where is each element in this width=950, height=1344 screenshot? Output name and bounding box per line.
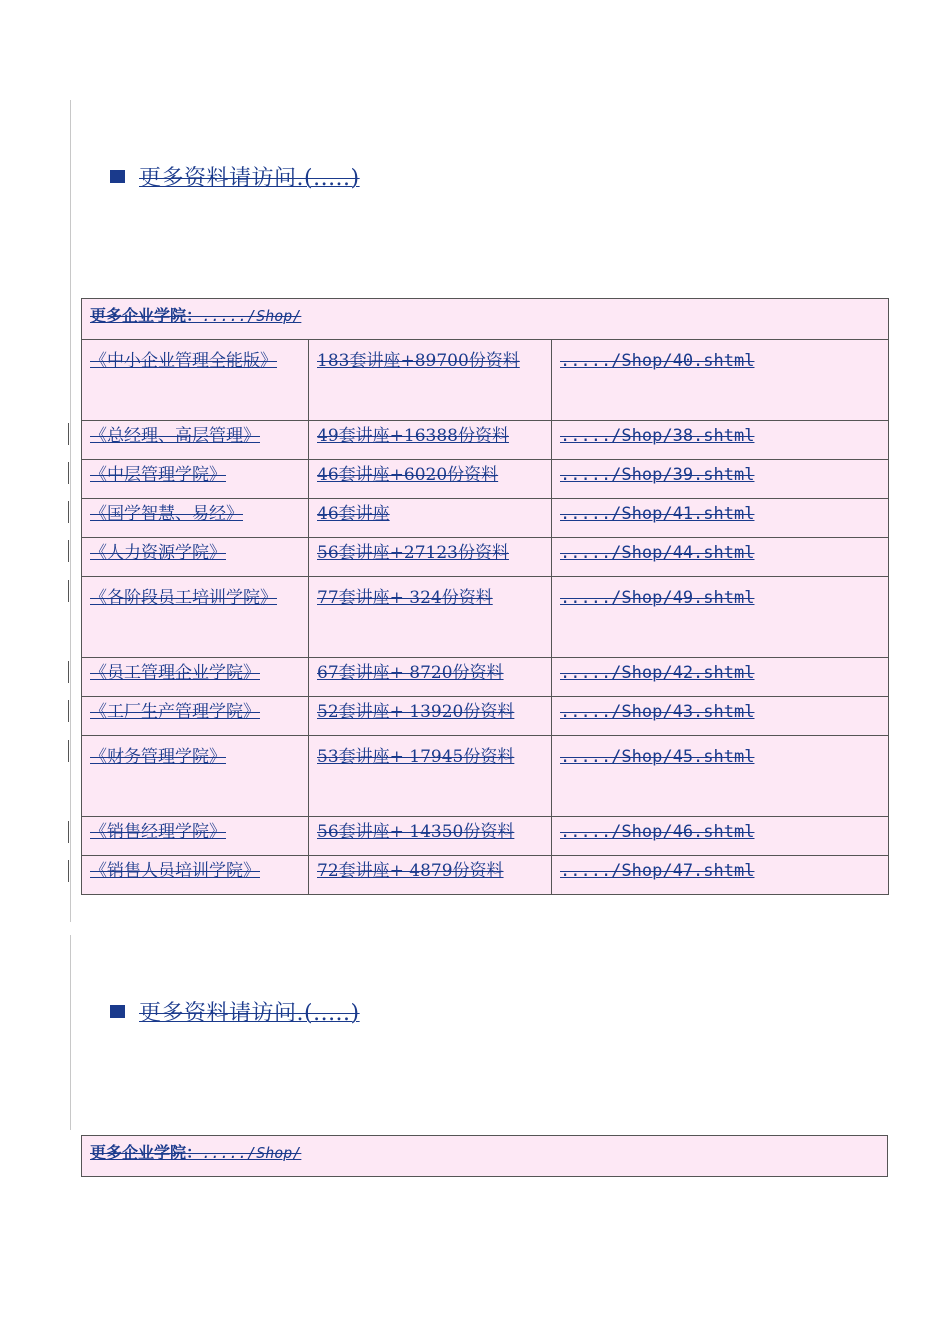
table-row [82, 499, 889, 538]
course-url [552, 658, 889, 697]
table-row [82, 340, 889, 421]
visit-link[interactable]: 更多资料请访问.(.....) [139, 1000, 360, 1026]
course-url [552, 460, 889, 499]
margin-line-top [70, 100, 71, 922]
course-url-link[interactable]: ...../Shop/44.shtml [560, 543, 755, 563]
course-url [552, 499, 889, 538]
course-url-link[interactable]: ...../Shop/43.shtml [560, 702, 755, 722]
course-content-link[interactable]: 72套讲座+ 4879份资料 [317, 861, 504, 881]
course-title-link[interactable]: 《中小企业管理全能版》 [90, 351, 277, 371]
visit-line [110, 996, 360, 1026]
course-url-link[interactable]: ...../Shop/42.shtml [560, 663, 755, 683]
table-header-cell [82, 1136, 888, 1177]
resource-table [81, 1135, 888, 1177]
course-title-link[interactable]: 《工厂生产管理学院》 [90, 702, 260, 722]
table-row [82, 538, 889, 577]
course-url [552, 538, 889, 577]
course-title [82, 736, 309, 817]
course-content [309, 499, 552, 538]
course-title [82, 421, 309, 460]
course-content [309, 421, 552, 460]
table-row [82, 658, 889, 697]
margin-tick [68, 700, 69, 722]
course-url [552, 421, 889, 460]
course-title [82, 817, 309, 856]
course-url [552, 340, 889, 421]
margin-tick [68, 580, 69, 602]
margin-tick [68, 740, 69, 762]
course-title-link[interactable]: 《人力资源学院》 [90, 543, 226, 563]
course-url [552, 856, 889, 895]
course-content [309, 856, 552, 895]
margin-tick [68, 462, 69, 484]
course-url-link[interactable]: ...../Shop/39.shtml [560, 465, 755, 485]
table-row [82, 577, 889, 658]
margin-tick [68, 661, 69, 683]
course-title [82, 460, 309, 499]
course-content [309, 658, 552, 697]
margin-tick [68, 540, 69, 562]
course-title-link[interactable]: 《国学智慧、易经》 [90, 504, 243, 524]
margin-line-bottom [70, 935, 71, 1130]
course-content-link[interactable]: 52套讲座+ 13920份资料 [317, 702, 515, 722]
course-content [309, 577, 552, 658]
course-title-link[interactable]: 《销售经理学院》 [90, 822, 226, 842]
table-header-cell [82, 299, 889, 340]
square-bullet-icon [110, 170, 125, 183]
course-url-link[interactable]: ...../Shop/45.shtml [560, 747, 755, 767]
course-title [82, 538, 309, 577]
table-header-row [82, 1136, 888, 1177]
course-url-link[interactable]: ...../Shop/40.shtml [560, 351, 755, 371]
course-content-link[interactable]: 53套讲座+ 17945份资料 [317, 747, 515, 767]
course-content [309, 538, 552, 577]
header-url[interactable]: ...../Shop/ [202, 307, 302, 325]
table-row [82, 817, 889, 856]
margin-tick [68, 423, 69, 445]
course-title [82, 658, 309, 697]
course-content-link[interactable]: 49套讲座+16388份资料 [317, 426, 509, 446]
course-url-link[interactable]: ...../Shop/49.shtml [560, 588, 755, 608]
course-title [82, 577, 309, 658]
table-header-row [82, 299, 889, 340]
course-url-link[interactable]: ...../Shop/38.shtml [560, 426, 755, 446]
course-content [309, 817, 552, 856]
course-url [552, 577, 889, 658]
margin-tick [68, 501, 69, 523]
course-title-link[interactable]: 《各阶段员工培训学院》 [90, 588, 277, 608]
course-content-link[interactable]: 46套讲座 [317, 504, 390, 524]
course-content-link[interactable]: 46套讲座+6020份资料 [317, 465, 499, 485]
course-url [552, 736, 889, 817]
table-row [82, 736, 889, 817]
visit-line [110, 161, 360, 191]
course-title [82, 856, 309, 895]
header-label[interactable]: 更多企业学院： [90, 1143, 203, 1162]
margin-tick [68, 821, 69, 843]
course-content-link[interactable]: 56套讲座+27123份资料 [317, 543, 509, 563]
table-row [82, 421, 889, 460]
course-url-link[interactable]: ...../Shop/41.shtml [560, 504, 755, 524]
course-content [309, 697, 552, 736]
course-title-link[interactable]: 《员工管理企业学院》 [90, 663, 260, 683]
resource-table [81, 298, 889, 895]
course-url-link[interactable]: ...../Shop/46.shtml [560, 822, 755, 842]
course-content [309, 460, 552, 499]
course-title-link[interactable]: 《财务管理学院》 [90, 747, 226, 767]
course-url [552, 817, 889, 856]
header-label[interactable]: 更多企业学院： [90, 306, 203, 325]
square-bullet-icon [110, 1005, 125, 1018]
table-row [82, 460, 889, 499]
course-title [82, 499, 309, 538]
course-title [82, 697, 309, 736]
course-title-link[interactable]: 《总经理、高层管理》 [90, 426, 260, 446]
header-url[interactable]: ...../Shop/ [202, 1144, 302, 1162]
course-url [552, 697, 889, 736]
course-content-link[interactable]: 183套讲座+89700份资料 [317, 351, 520, 371]
course-title-link[interactable]: 《中层管理学院》 [90, 465, 226, 485]
visit-link[interactable]: 更多资料请访问.(.....) [139, 165, 360, 191]
table-row [82, 856, 889, 895]
course-content [309, 340, 552, 421]
course-url-link[interactable]: ...../Shop/47.shtml [560, 861, 755, 881]
table-row [82, 697, 889, 736]
course-title [82, 340, 309, 421]
course-content [309, 736, 552, 817]
course-content-link[interactable]: 67套讲座+ 8720份资料 [317, 663, 504, 683]
margin-tick [68, 860, 69, 882]
course-content-link[interactable]: 77套讲座+ 324份资料 [317, 588, 493, 608]
course-title-link[interactable]: 《销售人员培训学院》 [90, 861, 260, 881]
course-content-link[interactable]: 56套讲座+ 14350份资料 [317, 822, 515, 842]
